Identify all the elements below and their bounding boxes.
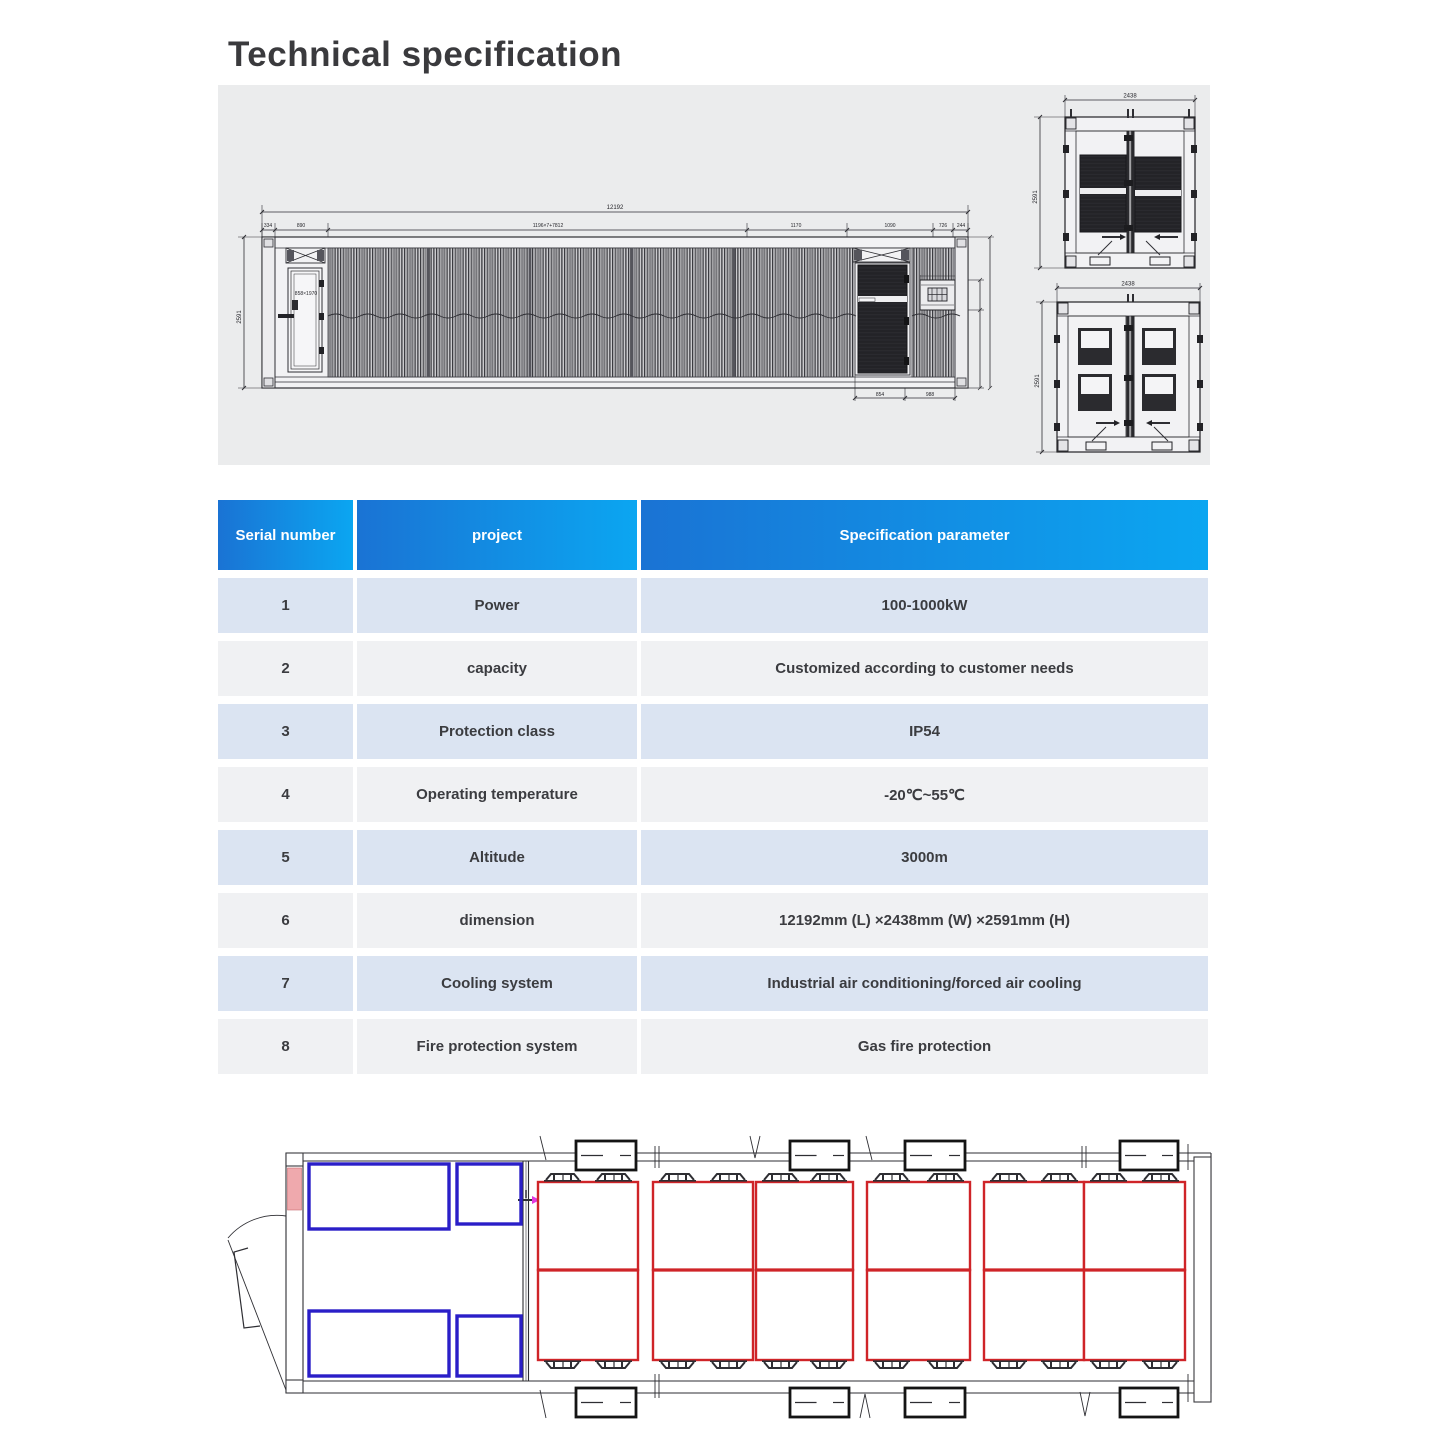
side-louver-door — [853, 248, 910, 375]
parameter-cell: 12192mm (L) ×2438mm (W) ×2591mm (H) — [641, 893, 1208, 948]
corrugated-wall — [328, 248, 853, 377]
serial-cell: 3 — [218, 704, 353, 759]
project-cell: Power — [357, 578, 637, 633]
battery-rack — [984, 1270, 1084, 1360]
svg-text:244: 244 — [956, 223, 966, 229]
svg-text:334: 334 — [263, 223, 273, 229]
project-cell: Operating temperature — [357, 767, 637, 822]
svg-text:854: 854 — [875, 392, 885, 398]
serial-cell: 1 — [218, 578, 353, 633]
table-row — [218, 830, 1208, 885]
table-row — [218, 893, 1208, 948]
dimension-total-length — [260, 205, 970, 237]
battery-rack — [1084, 1270, 1185, 1360]
table-row — [218, 1019, 1208, 1074]
parameter-cell: -20℃~55℃ — [641, 767, 1208, 822]
svg-text:1196×7+7812: 1196×7+7812 — [532, 223, 564, 229]
parameter-cell: Industrial air conditioning/forced air cooling — [641, 956, 1208, 1011]
battery-rack — [756, 1182, 853, 1270]
battery-rack — [653, 1270, 753, 1360]
header-specification-parameter: Specification parameter — [641, 500, 1208, 570]
parameter-cell: 3000m — [641, 830, 1208, 885]
battery-rack — [756, 1270, 853, 1360]
dimension-right-side — [968, 235, 994, 390]
electrical-cabinets — [309, 1164, 521, 1376]
project-cell: Protection class — [357, 704, 637, 759]
battery-rack — [1084, 1182, 1185, 1270]
dimension-end-top-height — [1033, 115, 1068, 270]
entry-door-swing — [228, 1215, 286, 1390]
serial-cell: 8 — [218, 1019, 353, 1074]
battery-rack-grid — [538, 1174, 1185, 1368]
table-row — [218, 956, 1208, 1011]
project-cell: Fire protection system — [357, 1019, 637, 1074]
battery-rack — [538, 1182, 638, 1270]
project-cell: dimension — [357, 893, 637, 948]
parameter-cell: 100-1000kW — [641, 578, 1208, 633]
table-row — [218, 704, 1208, 759]
serial-cell: 7 — [218, 956, 353, 1011]
svg-text:12192: 12192 — [606, 205, 624, 211]
svg-text:2438: 2438 — [1123, 93, 1137, 100]
svg-text:2591: 2591 — [237, 310, 243, 324]
technical-drawing-panel — [218, 85, 1210, 465]
svg-text:726: 726 — [938, 223, 948, 229]
serial-cell: 4 — [218, 767, 353, 822]
table-row — [218, 767, 1208, 822]
side-vent-box — [920, 275, 955, 310]
project-cell: capacity — [357, 641, 637, 696]
svg-text:1170: 1170 — [790, 223, 802, 229]
table-row — [218, 641, 1208, 696]
door-size-label: 858×1970 — [294, 291, 318, 297]
header-project: project — [357, 500, 637, 570]
cabinet-large-bottom — [309, 1311, 449, 1376]
battery-rack — [867, 1270, 970, 1360]
dimension-end-top-width — [1063, 94, 1197, 118]
specification-table — [218, 500, 1208, 1074]
end-view-louver-doors — [1033, 94, 1197, 271]
svg-text:2591: 2591 — [1035, 374, 1041, 388]
project-cell: Altitude — [357, 830, 637, 885]
parameter-cell: Customized according to customer needs — [641, 641, 1208, 696]
parameter-cell: IP54 — [641, 704, 1208, 759]
container-floor-plan — [220, 1128, 1215, 1430]
container-elevation-drawing — [218, 85, 1210, 465]
battery-rack — [538, 1270, 638, 1360]
serial-cell: 2 — [218, 641, 353, 696]
floor-plan-drawing — [220, 1128, 1215, 1430]
cabinet-small-bottom — [457, 1316, 521, 1376]
dimension-height — [237, 235, 264, 390]
svg-text:2438: 2438 — [1121, 281, 1135, 288]
cabinet-large-top — [309, 1164, 449, 1229]
battery-rack — [867, 1182, 970, 1270]
side-elevation-view — [237, 205, 994, 401]
end-view-panel-doors — [1035, 282, 1203, 455]
page-title: Technical specification — [228, 35, 623, 75]
cabinet-small-top — [457, 1164, 521, 1224]
serial-cell: 5 — [218, 830, 353, 885]
serial-cell: 6 — [218, 893, 353, 948]
header-serial-number: Serial number — [218, 500, 353, 570]
project-cell: Cooling system — [357, 956, 637, 1011]
svg-text:2591: 2591 — [1033, 190, 1039, 204]
parameter-cell: Gas fire protection — [641, 1019, 1208, 1074]
table-row — [218, 578, 1208, 633]
table-header-row — [218, 500, 1208, 570]
svg-text:988: 988 — [925, 392, 935, 398]
battery-rack — [653, 1182, 753, 1270]
svg-text:1090: 1090 — [884, 223, 896, 229]
svg-text:890: 890 — [296, 223, 306, 229]
battery-rack — [984, 1182, 1084, 1270]
wall-pink-segment — [288, 1168, 302, 1210]
